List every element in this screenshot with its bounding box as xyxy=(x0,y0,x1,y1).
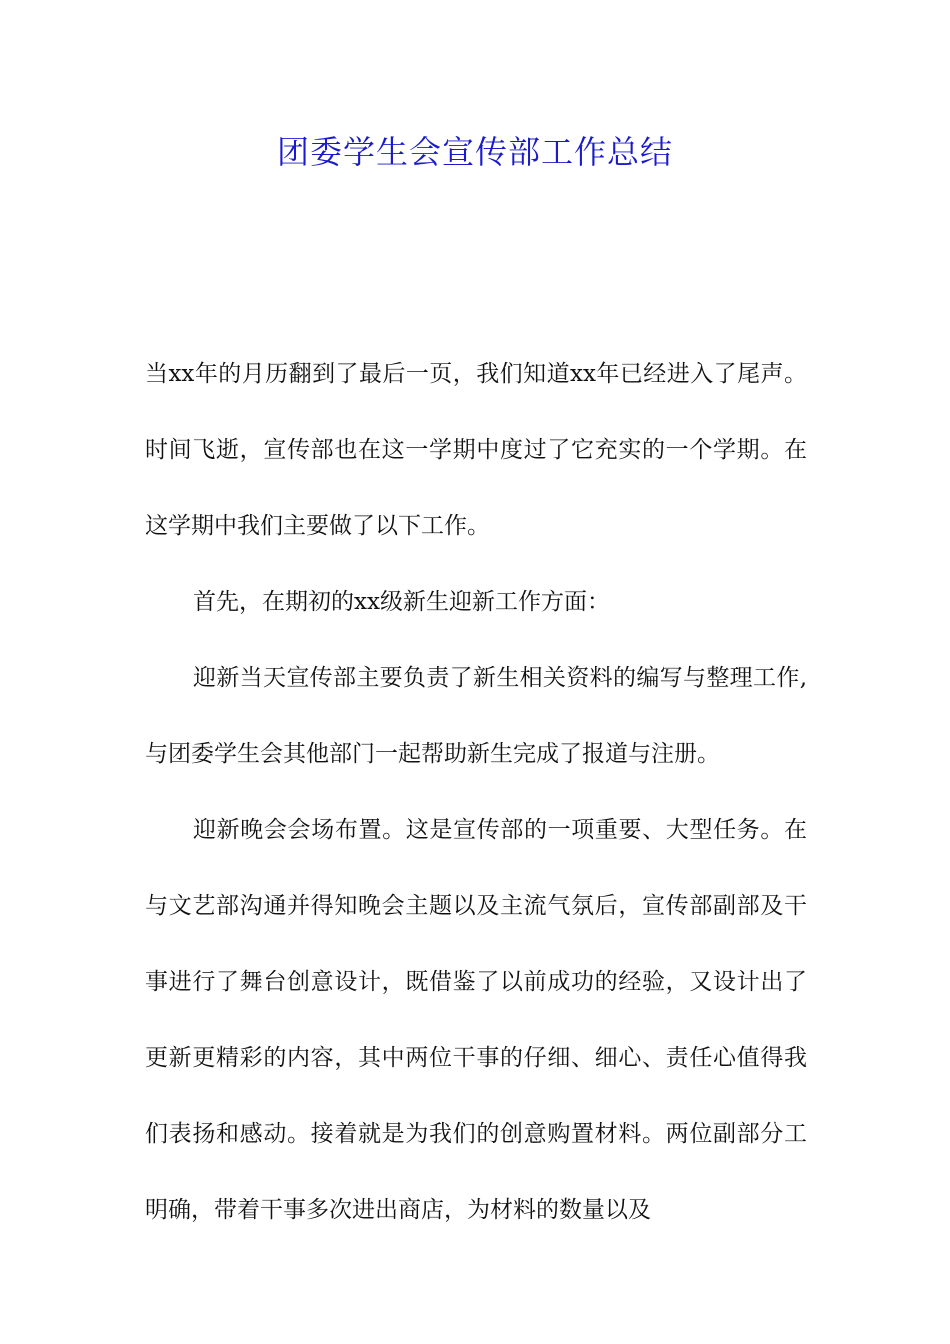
document-title: 团委学生会宣传部工作总结 xyxy=(276,133,673,171)
paragraph-welcome-day: 迎新当天宣传部主要负责了新生相关资料的编写与整理工作,与团委学生会其他部门一起帮助新生完成了报道与注册。 xyxy=(145,665,807,767)
paragraph-first-heading: 首先，在期初的xx级新生迎新工作方面： xyxy=(193,589,610,615)
paragraph-intro: 当xx年的月历翻到了最后一页，我们知道xx年已经进入了尾声。时间飞逝，宣传部也在这一学期中度过了它充实的一个学期。在这学期中我们主要做了以下工作。 xyxy=(145,361,807,539)
paragraph-welcome-party: 迎新晚会会场布置。这是宣传部的一项重要、大型任务。在与文艺部沟通并得知晚会主题以及主流气氛后，宣传部副部及干事进行了舞台创意设计，既借鉴了以前成功的经验，又设计出了更新更精彩的内容，其中两位干事的仔细、细心、责任心值得我们表扬和感动。接着就是为我们的创意购置材料。两位副部分工明确，带着干事多次进出商店，为材料的数量以及 xyxy=(145,817,807,1223)
document-body xyxy=(145,336,807,1248)
